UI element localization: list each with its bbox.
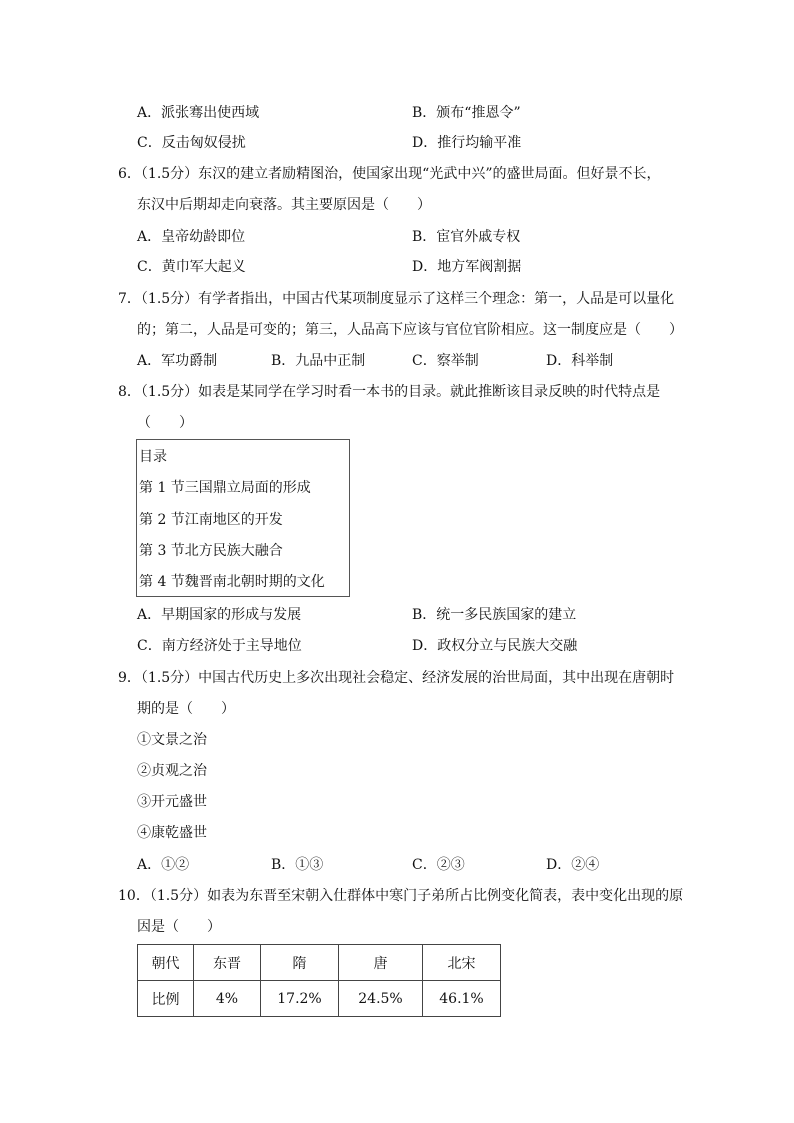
table-cell: 46.1%	[423, 981, 501, 1017]
table-header-row	[138, 945, 501, 981]
q6-option-c: C．黄巾军大起义	[137, 259, 246, 275]
q5-option-a: A．派张骞出使西域	[137, 105, 260, 121]
q10-stem-line2: 因是（ ）	[137, 919, 221, 935]
q7-option-b: B．九品中正制	[271, 353, 366, 369]
q6-stem-line1: 6．（1.5分）东汉的建立者励精图治，使国家出现“光武中兴”的盛世局面。但好景不长，	[118, 166, 661, 182]
toc-item: 第 4 节魏晋南北朝时期的文化	[139, 574, 325, 590]
q9-item: ④康乾盛世	[137, 825, 207, 841]
q9-option-c: C．②③	[412, 857, 465, 873]
toc-item: 第 2 节江南地区的开发	[139, 512, 283, 528]
q6-option-a: A．皇帝幼龄即位	[137, 229, 246, 245]
toc-title: 目录	[139, 449, 167, 465]
table-cell: 隋	[261, 945, 339, 981]
q7-option-d: D．科举制	[546, 353, 614, 369]
q8-option-d: D．政权分立与民族大交融	[412, 638, 578, 654]
q7-option-c: C．察举制	[412, 353, 479, 369]
q8-stem-line1: 8．（1.5分）如表是某同学在学习时看一本书的目录。就此推断该目录反映的时代特点是	[118, 384, 661, 400]
q5-option-c: C．反击匈奴侵扰	[137, 135, 246, 151]
q9-item: ①文景之治	[137, 732, 207, 748]
q9-stem-line2: 期的是（ ）	[137, 701, 235, 717]
q5-option-d: D．推行均输平准	[412, 135, 522, 151]
table-cell: 东晋	[194, 945, 261, 981]
q8-option-c: C．南方经济处于主导地位	[137, 638, 302, 654]
q8-option-b: B．统一多民族国家的建立	[412, 607, 577, 623]
table-cell: 比例	[138, 981, 194, 1017]
q8-stem-line2: （ ）	[137, 415, 193, 431]
q6-stem-line2: 东汉中后期却走向衰落。其主要原因是（ ）	[137, 197, 431, 213]
table-cell: 北宋	[423, 945, 501, 981]
q6-option-d: D．地方军阀割据	[412, 259, 522, 275]
ratio-table	[137, 944, 501, 1017]
q7-stem-line2: 的；第二，人品是可变的；第三，人品高下应该与官位官阶相应。这一制度应是（ ）	[137, 322, 683, 338]
q9-stem-line1: 9．（1.5分）中国古代历史上多次出现社会稳定、经济发展的治世局面，其中出现在唐朝时	[118, 670, 675, 686]
q7-stem-line1: 7．（1.5分）有学者指出，中国古代某项制度显示了这样三个理念：第一，人品是可以量化	[118, 291, 675, 307]
table-cell: 朝代	[138, 945, 194, 981]
table-cell: 唐	[339, 945, 423, 981]
q9-item: ②贞观之治	[137, 763, 207, 779]
q5-option-b: B．颁布“推恩令”	[412, 105, 521, 121]
q10-stem-line1: 10．（1.5分）如表为东晋至宋朝入仕群体中寒门子弟所占比例变化简表，表中变化出现的原	[118, 888, 684, 904]
q6-option-b: B．宦官外戚专权	[412, 229, 521, 245]
q9-option-a: A．①②	[137, 857, 190, 873]
q8-option-a: A．早期国家的形成与发展	[137, 607, 302, 623]
table-row	[138, 981, 501, 1017]
q9-item: ③开元盛世	[137, 794, 207, 810]
q9-option-d: D．②④	[546, 857, 600, 873]
q9-option-b: B．①③	[271, 857, 324, 873]
toc-item: 第 1 节三国鼎立局面的形成	[139, 480, 311, 496]
table-cell: 4%	[194, 981, 261, 1017]
table-cell: 24.5%	[339, 981, 423, 1017]
toc-item: 第 3 节北方民族大融合	[139, 543, 283, 559]
q7-option-a: A．军功爵制	[137, 353, 218, 369]
table-cell: 17.2%	[261, 981, 339, 1017]
toc-box	[136, 439, 350, 597]
